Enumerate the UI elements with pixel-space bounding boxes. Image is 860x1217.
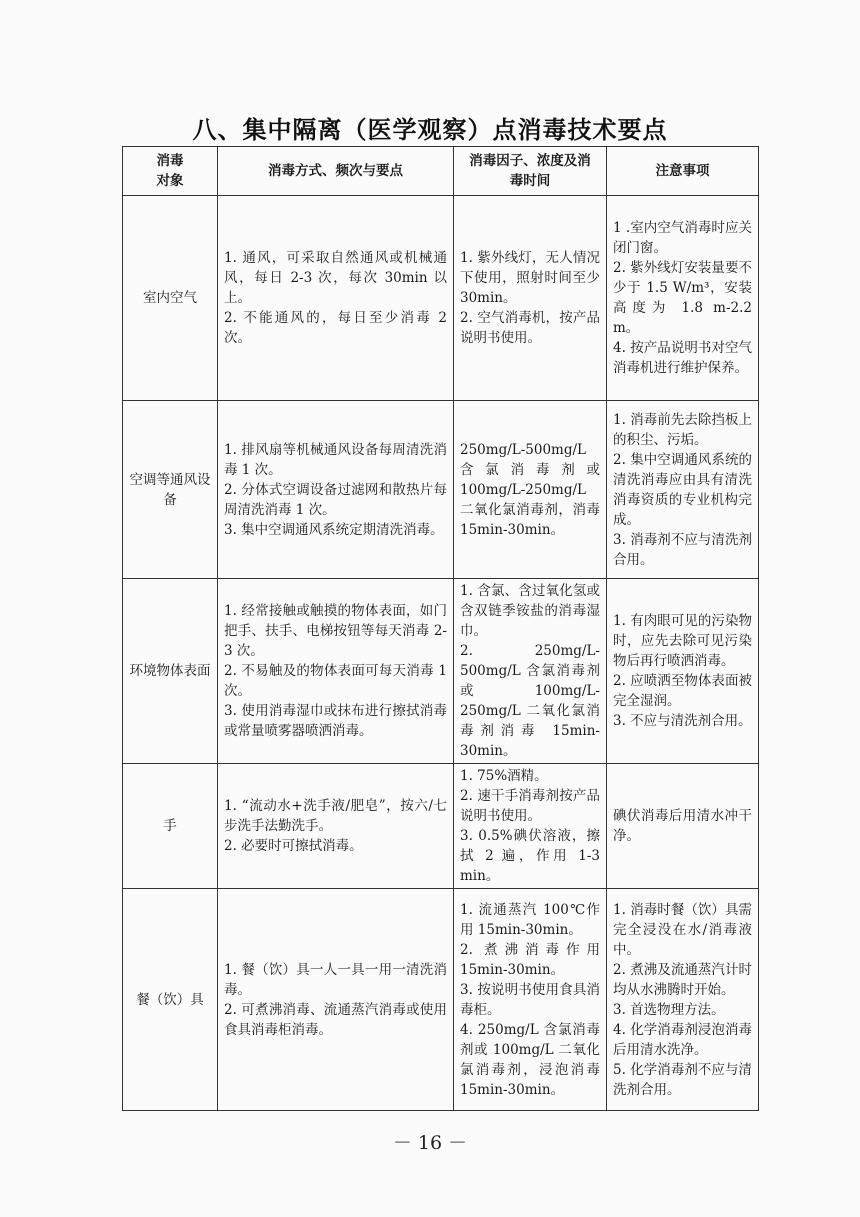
notes-item: 3. 首选物理方法。 [613, 1001, 725, 1018]
method-item: 1. 餐（饮）具一人一具一用一清洗消毒。 [224, 961, 447, 998]
row-notes [607, 196, 759, 401]
row-factor [454, 764, 607, 889]
factor-item: 3. 按说明书使用食具消毒柜。 [460, 981, 600, 1018]
row-method [218, 196, 454, 401]
table-row [123, 401, 759, 579]
header-object-line: 对象 [156, 173, 184, 189]
factor-item: 4. 250mg/L 含氯消毒剂或 100mg/L 二氧化氯消毒剂，浸泡消毒 15min-30min。 [460, 1021, 600, 1098]
header-factor-line: 消毒因子、浓度及消 [469, 153, 591, 169]
notes-item: 3. 消毒剂不应与清洗剂合用。 [613, 531, 752, 568]
factor-item: 2. 250mg/L-500mg/L 含氯消毒剂或 100mg/L-250mg/L 二氧化氯消毒剂消毒 15min-30min。 [460, 643, 600, 759]
row-factor [454, 401, 607, 579]
notes-item: 2. 紫外线灯安装量要不少于 1.5 W/m³，安装高度为 1.8 m-2.2 m。 [613, 260, 752, 336]
factor-item: 3. 0.5%碘伏溶液，擦拭 2 遍，作用 1-3 min。 [460, 828, 600, 884]
factor-item: 1. 含氯、含过氧化氢或含双链季铵盐的消毒湿巾。 [460, 583, 600, 639]
row-notes [607, 401, 759, 579]
notes-item: 3. 不应与清洗剂合用。 [613, 713, 752, 729]
notes-item: 1 .室内空气消毒时应关闭门窗。 [613, 220, 752, 256]
header-method [218, 147, 454, 196]
method-item: 2. 分体式空调设备过滤网和散热片每周清洗消毒 1 次。 [224, 481, 447, 518]
method-item: 3. 使用消毒湿巾或抹布进行擦拭消毒或常量喷雾器喷洒消毒。 [224, 703, 447, 739]
header-factor [454, 147, 607, 196]
table-header-row [123, 147, 759, 196]
notes-item: 1. 消毒时餐（饮）具需完全浸没在水/消毒液中。 [613, 901, 752, 958]
factor-item: 250mg/L-500mg/L 含氯消毒剂或 100mg/L-250mg/L 二氧化氯消毒剂，消毒 15min-30min。 [460, 441, 600, 538]
header-method-line: 消毒方式、频次与要点 [268, 163, 403, 179]
table-row [123, 196, 759, 401]
factor-item: 1. 流通蒸汽 100℃作用 15min-30min。 [460, 901, 600, 938]
method-item: 3. 集中空调通风系统定期清洗消毒。 [224, 521, 444, 538]
row-factor [454, 196, 607, 401]
row-object: 环境物体表面 [123, 579, 218, 764]
method-item: 2. 不易触及的物体表面可每天消毒 1 次。 [224, 663, 447, 699]
row-method [218, 889, 454, 1111]
header-notes [607, 147, 759, 196]
factor-item: 2. 煮沸消毒作用 15min-30min。 [460, 941, 600, 978]
notes-item: 2. 集中空调通风系统的清洗消毒应由具有清洗消毒资质的专业机构完成。 [613, 451, 752, 528]
method-item: 2. 不能通风的，每日至少消毒 2 次。 [224, 310, 447, 346]
notes-item: 2. 应喷洒至物体表面被完全湿润。 [613, 673, 752, 709]
method-item: 2. 可煮沸消毒、流通蒸汽消毒或使用食具消毒柜消毒。 [224, 1001, 447, 1038]
factor-item: 2. 空气消毒机，按产品说明书使用。 [460, 310, 600, 346]
row-notes [607, 889, 759, 1111]
factor-item: 1. 紫外线灯，无人情况下使用，照射时间至少 30min。 [460, 250, 600, 306]
factor-item: 1. 75%酒精。 [460, 768, 548, 784]
page-title: 八、集中隔离（医学观察）点消毒技术要点 [192, 116, 668, 144]
disinfection-table [122, 146, 759, 1111]
table-row [123, 764, 759, 889]
notes-item: 4. 化学消毒剂浸泡消毒后用清水洗净。 [613, 1021, 752, 1058]
row-method [218, 764, 454, 889]
row-factor [454, 889, 607, 1111]
table-row [123, 889, 759, 1111]
method-item: 2. 必要时可擦拭消毒。 [224, 838, 363, 854]
notes-item: 碘伏消毒后用清水冲干净。 [613, 808, 752, 844]
header-object-line: 消毒 [156, 153, 184, 169]
method-item: 1. 通风，可采取自然通风或机械通风，每日 2-3 次，每次 30min 以上。 [224, 250, 447, 306]
row-notes [607, 764, 759, 889]
method-item: 1. 经常接触或触摸的物体表面，如门把手、扶手、电梯按钮等每天消毒 2-3 次。 [224, 603, 447, 659]
page-number: － 16 － [392, 1132, 468, 1154]
notes-item: 2. 煮沸及流通蒸汽计时均从水沸腾时开始。 [613, 961, 752, 998]
notes-item: 1. 有肉眼可见的污染物时，应先去除可见污染物后再行喷洒消毒。 [613, 613, 752, 669]
method-item: 1. 排风扇等机械通风设备每周清洗消毒 1 次。 [224, 441, 447, 478]
method-item: 1. “流动水+洗手液/肥皂”，按六/七步洗手法勤洗手。 [224, 798, 447, 834]
factor-item: 2. 速干手消毒剂按产品说明书使用。 [460, 788, 600, 824]
row-factor [454, 579, 607, 764]
table-row [123, 579, 759, 764]
notes-item: 5. 化学消毒剂不应与清洗剂合用。 [613, 1061, 752, 1098]
row-method [218, 579, 454, 764]
row-object: 餐（饮）具 [123, 889, 218, 1111]
header-object [123, 147, 218, 196]
row-object: 室内空气 [123, 196, 218, 401]
row-object: 空调等通风设备 [123, 401, 218, 579]
notes-item: 1. 消毒前先去除挡板上的积尘、污垢。 [613, 411, 752, 448]
row-object: 手 [123, 764, 218, 889]
header-factor-line: 毒时间 [509, 173, 551, 189]
header-notes-line: 注意事项 [655, 163, 710, 179]
row-method [218, 401, 454, 579]
row-notes [607, 579, 759, 764]
notes-item: 4. 按产品说明书对空气消毒机进行维护保养。 [613, 340, 752, 376]
